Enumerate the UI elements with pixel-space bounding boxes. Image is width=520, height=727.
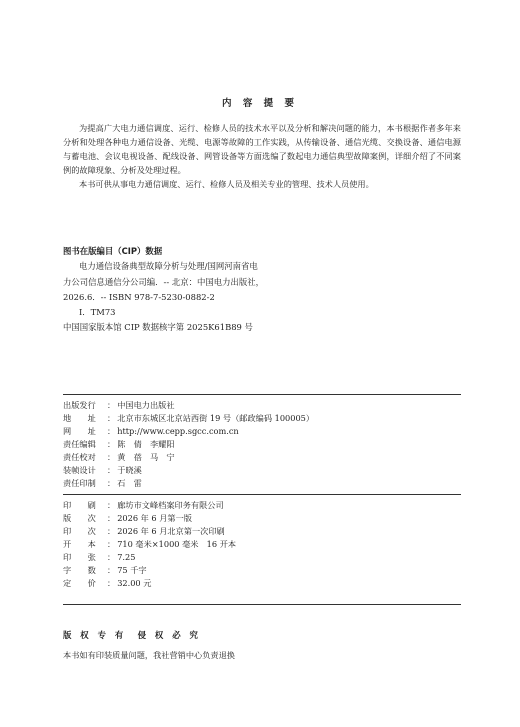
row-label: 地 址 xyxy=(63,413,96,423)
publisher-info xyxy=(63,400,461,491)
row-value: 2026 年 6 月北京第一次印刷 xyxy=(117,526,225,536)
row-value: 黄 蓓 马 宁 xyxy=(117,452,175,462)
row-label: 责任编辑 xyxy=(63,439,96,449)
publisher-row xyxy=(63,439,461,452)
print-row xyxy=(63,513,461,526)
row-value: 石 雷 xyxy=(117,478,142,488)
print-row xyxy=(63,578,461,591)
row-label: 印 张 xyxy=(63,552,96,562)
cip-line: 电力通信设备典型故障分析与处理/国网河南省电 xyxy=(79,261,258,272)
row-value: 北京市东城区北京站西街 19 号（邮政编码 100005） xyxy=(117,413,315,423)
row-label: 印 次 xyxy=(63,526,96,536)
row-colon: ： xyxy=(107,526,116,536)
summary-body xyxy=(63,121,461,191)
row-label: 开 本 xyxy=(63,539,96,549)
row-value: 7.25 xyxy=(117,552,136,562)
publisher-row xyxy=(63,413,461,426)
row-colon: ： xyxy=(107,439,116,449)
cip-heading: 图书在版编目（CIP）数据 xyxy=(63,246,163,256)
row-colon: ： xyxy=(107,400,116,410)
row-colon: ： xyxy=(107,513,116,523)
divider xyxy=(63,604,461,605)
row-value: 廊坊市文峰档案印务有限公司 xyxy=(117,500,224,510)
row-colon: ： xyxy=(107,413,116,423)
row-colon: ： xyxy=(107,465,116,475)
row-label: 装帧设计 xyxy=(63,465,96,475)
divider xyxy=(63,494,461,495)
cip-line: 中国国家版本馆 CIP 数据核字第 2025K61B89 号 xyxy=(63,322,253,333)
summary-heading: 内 容 提 要 xyxy=(222,98,298,109)
copyright-heading: 版 权 专 有 侵 权 必 究 xyxy=(63,630,201,640)
cip-line: 力公司信息通信分公司编．-- 北京：中国电力出版社， xyxy=(63,276,264,287)
print-row xyxy=(63,526,461,539)
row-label: 印 刷 xyxy=(63,500,96,510)
row-colon: ： xyxy=(107,478,116,488)
print-row xyxy=(63,565,461,578)
row-value: 32.00 元 xyxy=(117,578,152,588)
row-value: 陈 倩 李耀阳 xyxy=(117,439,175,449)
row-value: 2026 年 6 月第一版 xyxy=(117,513,192,523)
row-label: 字 数 xyxy=(63,565,96,575)
copyright-note: 本书如有印装质量问题，我社营销中心负责退换 xyxy=(63,650,235,660)
row-value: http://www.cepp.sgcc.com.cn xyxy=(117,426,239,436)
row-label: 版 次 xyxy=(63,513,96,523)
row-label: 定 价 xyxy=(63,578,96,588)
cip-line: Ⅰ．TM73 xyxy=(79,306,116,317)
print-row xyxy=(63,539,461,552)
row-label: 责任校对 xyxy=(63,452,96,462)
row-label: 出版发行 xyxy=(63,400,96,410)
row-colon: ： xyxy=(107,552,116,562)
row-value: 710 毫米×1000 毫米 16 开本 xyxy=(117,539,237,549)
row-colon: ： xyxy=(107,578,116,588)
cip-block xyxy=(63,246,463,337)
row-value: 中国电力出版社 xyxy=(117,400,175,410)
publisher-row xyxy=(63,478,461,491)
row-colon: ： xyxy=(107,565,116,575)
row-label: 网 址 xyxy=(63,426,96,436)
row-colon: ： xyxy=(107,426,116,436)
summary-paragraph: 为提高广大电力通信调度、运行、检修人员的技术水平以及分析和解决问题的能力，本书根据作者多年来分析和处理各种电力通信设备、光缆、电源等故障的工作实践，从传输设备、通信光缆、交换设备、通信电源与蓄电池、会议电视设备、配线设备、网管设备等方面选编了数起电力通信典型故障案例，详细介绍了不同案例的故障现象、分析及处理过程。 xyxy=(63,123,461,175)
publisher-row xyxy=(63,452,461,465)
publisher-row xyxy=(63,465,461,478)
publisher-row xyxy=(63,426,461,439)
row-colon: ： xyxy=(107,500,116,510)
summary-paragraph: 本书可供从事电力通信调度、运行、检修人员及相关专业的管理、技术人员使用。 xyxy=(79,179,374,189)
publisher-row xyxy=(63,400,461,413)
divider xyxy=(63,394,461,395)
row-colon: ： xyxy=(107,452,116,462)
row-colon: ： xyxy=(107,539,116,549)
print-row xyxy=(63,552,461,565)
row-value: 于晓溪 xyxy=(117,465,142,475)
print-row xyxy=(63,500,461,513)
print-info xyxy=(63,500,461,591)
row-label: 责任印制 xyxy=(63,478,96,488)
row-value: 75 千字 xyxy=(117,565,147,575)
cip-line: 2026.6．-- ISBN 978-7-5230-0882-2 xyxy=(63,291,215,302)
